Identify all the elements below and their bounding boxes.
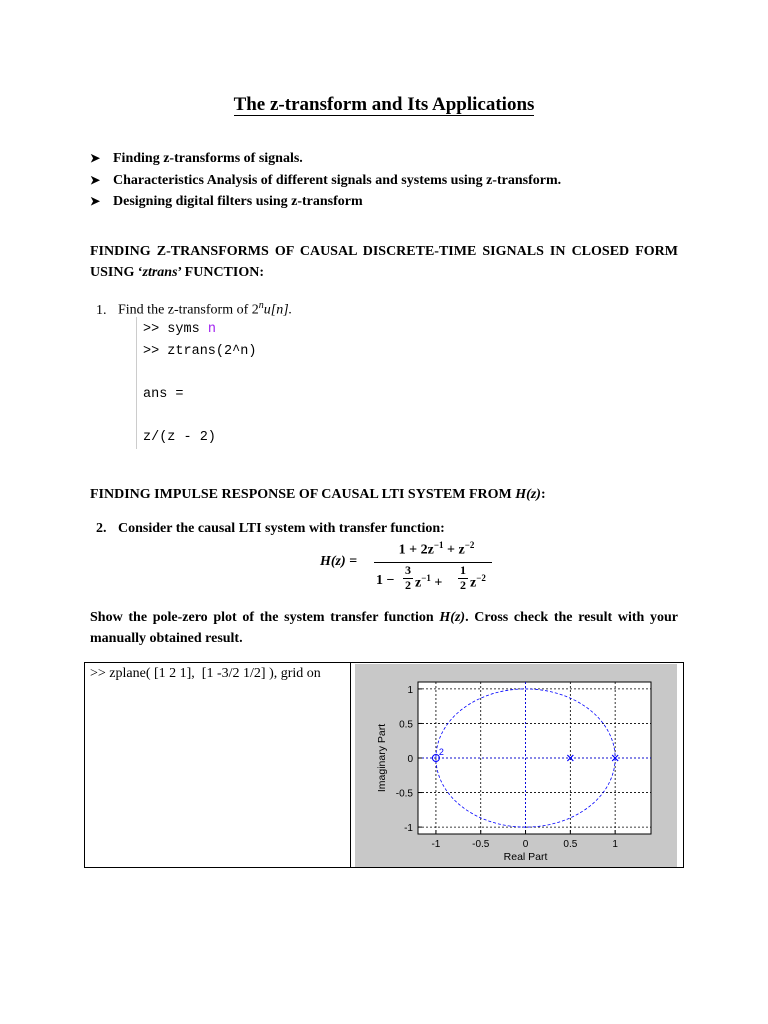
bullet-item: [90, 191, 690, 213]
code-block: [136, 317, 337, 449]
fraction-denominator: 2: [405, 578, 411, 592]
pole-zero-chart: [355, 664, 677, 867]
numerator-exponent: −2: [464, 540, 475, 550]
numerator-exponent: −1: [433, 540, 444, 550]
fraction-bar: [374, 562, 492, 563]
item2: [96, 519, 445, 539]
denominator-exponent: −1: [421, 573, 431, 583]
y-tick-label: 0.5: [399, 719, 413, 731]
denominator-operator: +: [430, 575, 443, 591]
formula-lhs: H(z) =: [320, 554, 358, 569]
denominator-term: [470, 573, 486, 592]
math-unit-step: u[n].: [263, 302, 293, 318]
code-line: z/(z - 2): [143, 430, 216, 445]
denominator-term: [415, 573, 442, 592]
x-axis-label: Real Part: [503, 851, 548, 863]
arrowhead-bullet-icon: ➤: [90, 194, 101, 208]
arrowhead-bullet-icon: ➤: [90, 172, 101, 187]
section2-heading-end: :: [540, 487, 546, 502]
item2-text: Consider the causal LTI system with transfer function:: [118, 521, 445, 536]
x-tick-label: 1: [612, 839, 618, 850]
code-prompt: >> syms: [143, 322, 208, 337]
arrowhead-bullet-icon: ➤: [90, 151, 101, 165]
bullet-item: [90, 148, 690, 170]
y-axis-label: Imaginary Part: [376, 723, 388, 793]
item1-text: Find the z-transform of: [118, 302, 252, 318]
show-math: H(z): [439, 610, 466, 625]
zero-multiplicity-label: 2: [438, 747, 444, 757]
section1-heading-text: FINDING Z-TRANSFORMS OF CAUSAL DISCRETE-TIME SIGNALS IN CLOSED FORM USING ‘: [90, 244, 678, 280]
denominator-variable: z: [470, 575, 477, 591]
item2-number: 2.: [96, 521, 107, 536]
show-instruction: [90, 607, 678, 649]
y-tick-label: 1: [407, 684, 413, 696]
pole-zero-plot: [355, 664, 677, 867]
bullet-item: [90, 170, 690, 192]
transfer-function-formula: [320, 540, 500, 596]
numerator-term: 1 + 2z: [398, 542, 434, 558]
x-tick-label: -0.5: [472, 839, 490, 850]
table-divider: [350, 663, 351, 867]
denominator-term: 1 −: [376, 573, 395, 588]
code-line: >> ztrans(2^n): [143, 344, 257, 359]
section2-heading: [90, 485, 546, 505]
section1-heading-end: ’ FUNCTION:: [177, 265, 265, 280]
show-text: . Cross check the result with your manually obtained result.: [90, 610, 678, 646]
fraction-numerator: 1: [460, 563, 466, 577]
x-tick-label: -1: [431, 839, 441, 850]
bullet-text: Designing digital filters using z-transform: [113, 194, 363, 209]
result-table: [84, 662, 684, 868]
denominator-exponent: −2: [476, 573, 486, 583]
x-tick-label: 0.5: [563, 839, 578, 850]
page-title: [0, 93, 768, 117]
y-tick-label: -1: [404, 823, 413, 835]
y-tick-label: -0.5: [395, 788, 413, 800]
section1-heading: [90, 241, 678, 283]
x-tick-label: 0: [522, 839, 529, 850]
math-exponent: n: [258, 300, 264, 311]
numerator-term: + z: [443, 542, 465, 558]
page-title-text: The z-transform and Its Applications: [233, 94, 535, 115]
section2-heading-math: H(z): [515, 487, 541, 502]
y-tick-label: 0: [407, 754, 413, 765]
bullet-text: Characteristics Analysis of different signals and systems using z-transform.: [113, 172, 562, 188]
ztrans-function-name: ztrans: [142, 265, 178, 280]
denominator-variable: z: [415, 575, 422, 591]
section2-heading-text: FINDING IMPULSE RESPONSE OF CAUSAL LTI SYSTEM FROM: [90, 487, 516, 502]
fraction-numerator: 3: [405, 563, 411, 577]
zplane-command: >> zplane( [1 2 1], [1 -3/2 1/2] ), grid on: [90, 666, 321, 681]
item1-number: 1.: [96, 302, 107, 318]
formula-numerator: [383, 540, 490, 559]
show-text: Show the pole-zero plot of the system transfer function: [90, 610, 440, 625]
math-base: 2: [251, 302, 259, 318]
code-line: ans =: [143, 387, 184, 402]
code-line: [143, 321, 216, 339]
bullet-list: [90, 148, 690, 213]
code-symbol: n: [207, 322, 216, 337]
bullet-text: Finding z-transforms of signals.: [113, 151, 303, 166]
fraction-denominator: 2: [460, 578, 466, 592]
